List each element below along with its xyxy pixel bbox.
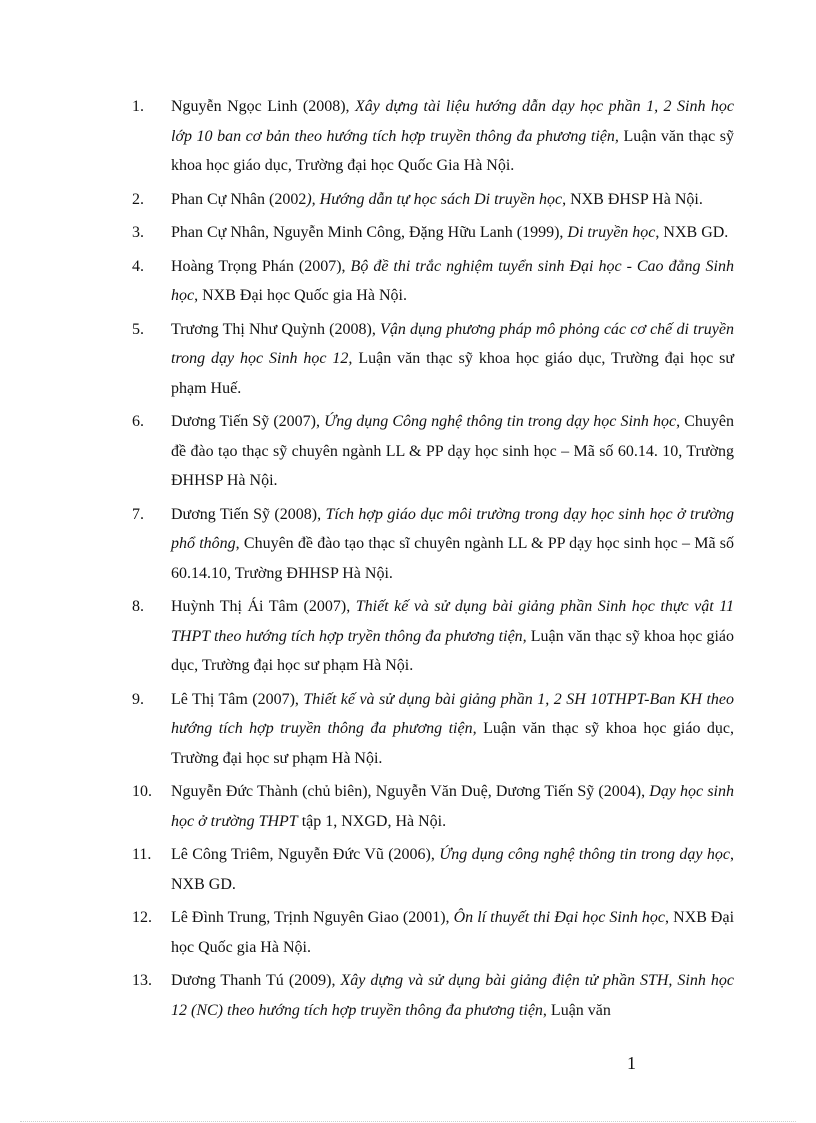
reference-title: Thiết kế và sử dụng bài giảng phần Sinh học thực vật 11 THPT theo hướng tích hợp tryền thông đa phương tiện, — [171, 598, 735, 645]
reference-number: 10. — [132, 783, 152, 800]
reference-title: Bộ đề thi trắc nghiệm tuyển sinh Đại học - Cao đẳng Sinh học — [171, 257, 734, 304]
reference-number: 13. — [132, 972, 152, 989]
reference-publisher: Luận văn thạc sỹ khoa học giáo dục, Trường đại học sư phạm Huế. — [171, 350, 735, 397]
reference-item — [132, 903, 734, 962]
reference-authors: Dương Tiến Sỹ (2007), — [171, 413, 325, 430]
reference-list — [132, 92, 734, 1029]
reference-item — [132, 840, 734, 899]
reference-publisher: Luận văn thạc sỹ khoa học giáo dục, Trường đại học Quốc Gia Hà Nội. — [171, 127, 734, 174]
reference-item — [132, 777, 734, 836]
reference-authors: Lê Công Triêm, Nguyễn Đức Vũ (2006), — [171, 846, 440, 863]
reference-publisher: , Chuyên đề đào tạo thạc sỹ chuyên ngành LL & PP dạy học sinh học – Mã số 60.14. 10, Trường ĐHHSP Hà Nội. — [171, 413, 734, 489]
reference-authors: Dương Thanh Tú (2009), — [171, 972, 341, 989]
reference-authors: Phan Cự Nhân (2002 — [171, 190, 307, 208]
reference-title: ), Hướng dẫn tự học sách Di truyền học — [306, 190, 563, 208]
reference-number: 4. — [132, 257, 144, 275]
reference-authors: Dương Tiến Sỹ (2008), — [171, 505, 326, 523]
reference-number: 7. — [132, 505, 144, 523]
reference-authors: Huỳnh Thị Ái Tâm (2007), — [171, 598, 356, 615]
reference-number: 2. — [132, 190, 144, 208]
reference-authors: Nguyễn Ngọc Linh (2008), — [171, 98, 356, 115]
reference-item — [132, 685, 734, 774]
reference-authors: Lê Đình Trung, Trịnh Nguyên Giao (2001), — [171, 909, 454, 926]
reference-item — [132, 315, 734, 404]
reference-number: 3. — [132, 224, 144, 241]
reference-authors: Nguyễn Đức Thành (chủ biên), Nguyễn Văn Duệ, Dương Tiến Sỹ (2004), — [171, 783, 650, 800]
reference-authors: Hoàng Trọng Phán (2007), — [171, 257, 351, 275]
reference-publisher: Luận văn thạc sỹ khoa học giáo dục, Trường đại học sư phạm Hà Nội. — [171, 720, 735, 767]
reference-number: 11. — [132, 846, 152, 863]
reference-publisher: , Luận văn — [542, 1001, 611, 1019]
reference-publisher: , Chuyên đề đào tạo thạc sĩ chuyên ngành LL & PP dạy học sinh học – Mã số 60.14.10, Trường ĐHHSP Hà Nội. — [171, 535, 734, 582]
reference-title: Vận dụng phương pháp mô phỏng các cơ chế di truyền trong dạy học Sinh học 12, — [171, 320, 734, 367]
page-number: 1 — [627, 1053, 636, 1073]
reference-item — [132, 407, 734, 496]
reference-item — [132, 500, 734, 589]
reference-item — [132, 92, 734, 181]
reference-number: 12. — [132, 909, 152, 926]
reference-publisher: , NXB GD. — [171, 846, 734, 893]
reference-item — [132, 966, 734, 1025]
reference-publisher: Luận văn thạc sỹ khoa học giáo dục, Trường đại học sư phạm Hà Nội. — [171, 627, 734, 674]
reference-item — [132, 252, 734, 311]
reference-title: Ứng dụng Công nghệ thông tin trong dạy học Sinh học — [324, 413, 677, 430]
reference-title: Xây dựng tài liệu hướng dẫn dạy học phần 1, 2 Sinh học lớp 10 ban cơ bản theo hướng tích hợp truyền thông đa phương tiện, — [171, 98, 734, 145]
reference-number: 9. — [132, 690, 144, 708]
reference-publisher: , NXB Đại học Quốc gia Hà Nội. — [194, 287, 407, 304]
reference-number: 5. — [132, 320, 144, 338]
reference-authors: Lê Thị Tâm (2007), — [171, 690, 304, 708]
reference-title: Ôn lí thuyết thi Đại học Sinh học — [453, 909, 666, 926]
reference-number: 8. — [132, 598, 144, 615]
reference-title: Thiết kế và sử dụng bài giảng phần 1, 2 SH 10THPT-Ban KH theo hướng tích hợp truyền thông đa phương tiện, — [171, 690, 735, 737]
reference-title: Ứng dụng công nghệ thông tin trong dạy học — [439, 846, 730, 863]
reference-publisher: , NXB ĐHSP Hà Nội. — [562, 190, 703, 208]
reference-publisher: , NXB Đại học Quốc gia Hà Nội. — [171, 909, 735, 956]
page-bottom-divider — [20, 1121, 796, 1122]
reference-publisher: , NXB GD. — [655, 224, 729, 241]
reference-title: Tích hợp giáo dục môi trường trong dạy học sinh học ở trường phổ thông — [171, 505, 734, 552]
reference-title: Dạy học sinh học ở trường THPT — [171, 783, 734, 830]
reference-number: 6. — [132, 413, 144, 430]
reference-title: Xây dựng và sử dụng bài giảng điện tử phần STH, Sinh học 12 (NC) theo hướng tích hợp truyền thông đa phương tiện — [171, 972, 734, 1019]
reference-authors: Phan Cự Nhân, Nguyễn Minh Công, Đặng Hữu Lanh (1999), — [171, 224, 568, 241]
reference-title: Di truyền học — [567, 224, 656, 241]
reference-item — [132, 185, 734, 215]
reference-publisher: tập 1, NXGD, Hà Nội. — [297, 812, 447, 830]
reference-number: 1. — [132, 98, 144, 115]
reference-item — [132, 592, 734, 681]
reference-item — [132, 218, 734, 248]
reference-authors: Trương Thị Như Quỳnh (2008), — [171, 320, 381, 338]
